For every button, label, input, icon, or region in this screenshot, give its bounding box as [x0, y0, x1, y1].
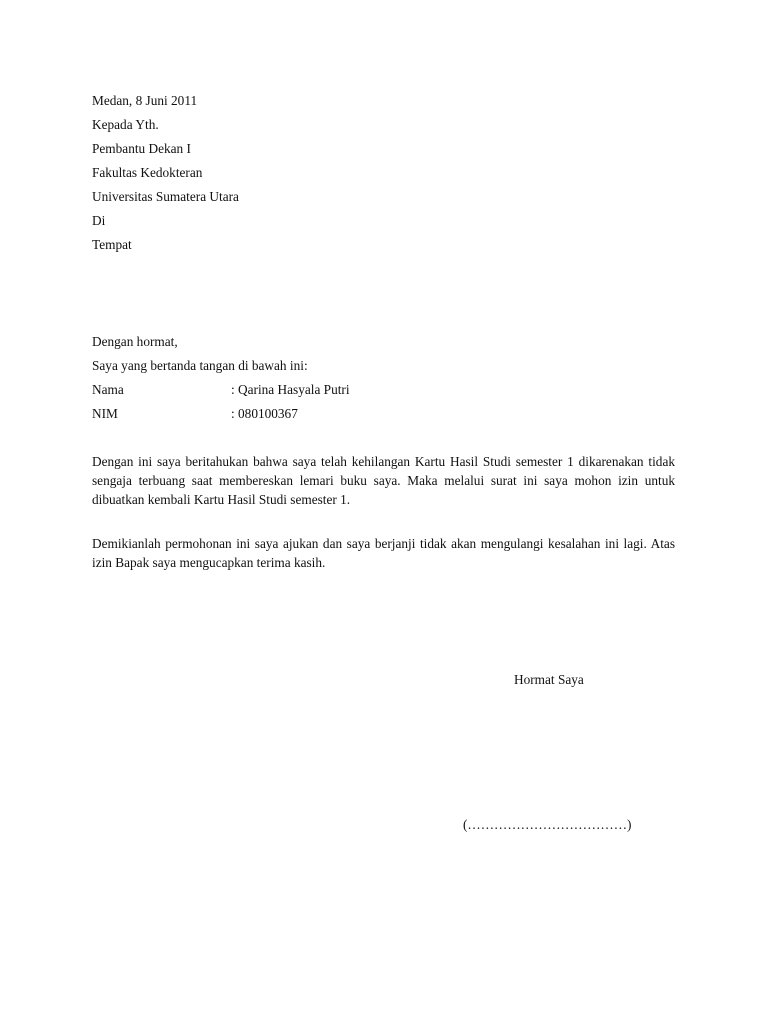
signature-placeholder: (………………………………): [463, 817, 632, 832]
recipient-faculty: Fakultas Kedokteran: [92, 165, 203, 180]
recipient-position: Pembantu Dekan I: [92, 141, 191, 156]
intro-line: Saya yang bertanda tangan di bawah ini:: [92, 358, 308, 373]
paragraph-closing: Demikianlah permohonan ini saya ajukan dan saya berjanji tidak akan mengulangi kesalahan ini lagi. Atas izin Bapak saya mengucapkan terima kasih.: [92, 536, 675, 570]
closing-phrase: Hormat Saya: [514, 672, 584, 687]
field-value-nim: : 080100367: [231, 406, 298, 421]
recipient-university: Universitas Sumatera Utara: [92, 189, 239, 204]
recipient-salutation: Kepada Yth.: [92, 117, 159, 132]
letter-date: Medan, 8 Juni 2011: [92, 93, 198, 108]
field-value-nama: : Qarina Hasyala Putri: [231, 382, 350, 397]
recipient-di: Di: [92, 213, 106, 228]
paragraph-main: Dengan ini saya beritahukan bahwa saya telah kehilangan Kartu Hasil Studi semester 1 dikarenakan tidak sengaja terbuang saat membereskan lemari buku saya. Maka melalui surat ini saya mohon izin untuk dibuatkan kembali Kartu Hasil Studi semester 1.: [92, 454, 675, 507]
greeting: Dengan hormat,: [92, 334, 178, 349]
field-label-nim: NIM: [92, 406, 118, 421]
recipient-place: Tempat: [92, 237, 132, 252]
field-label-nama: Nama: [92, 382, 124, 397]
